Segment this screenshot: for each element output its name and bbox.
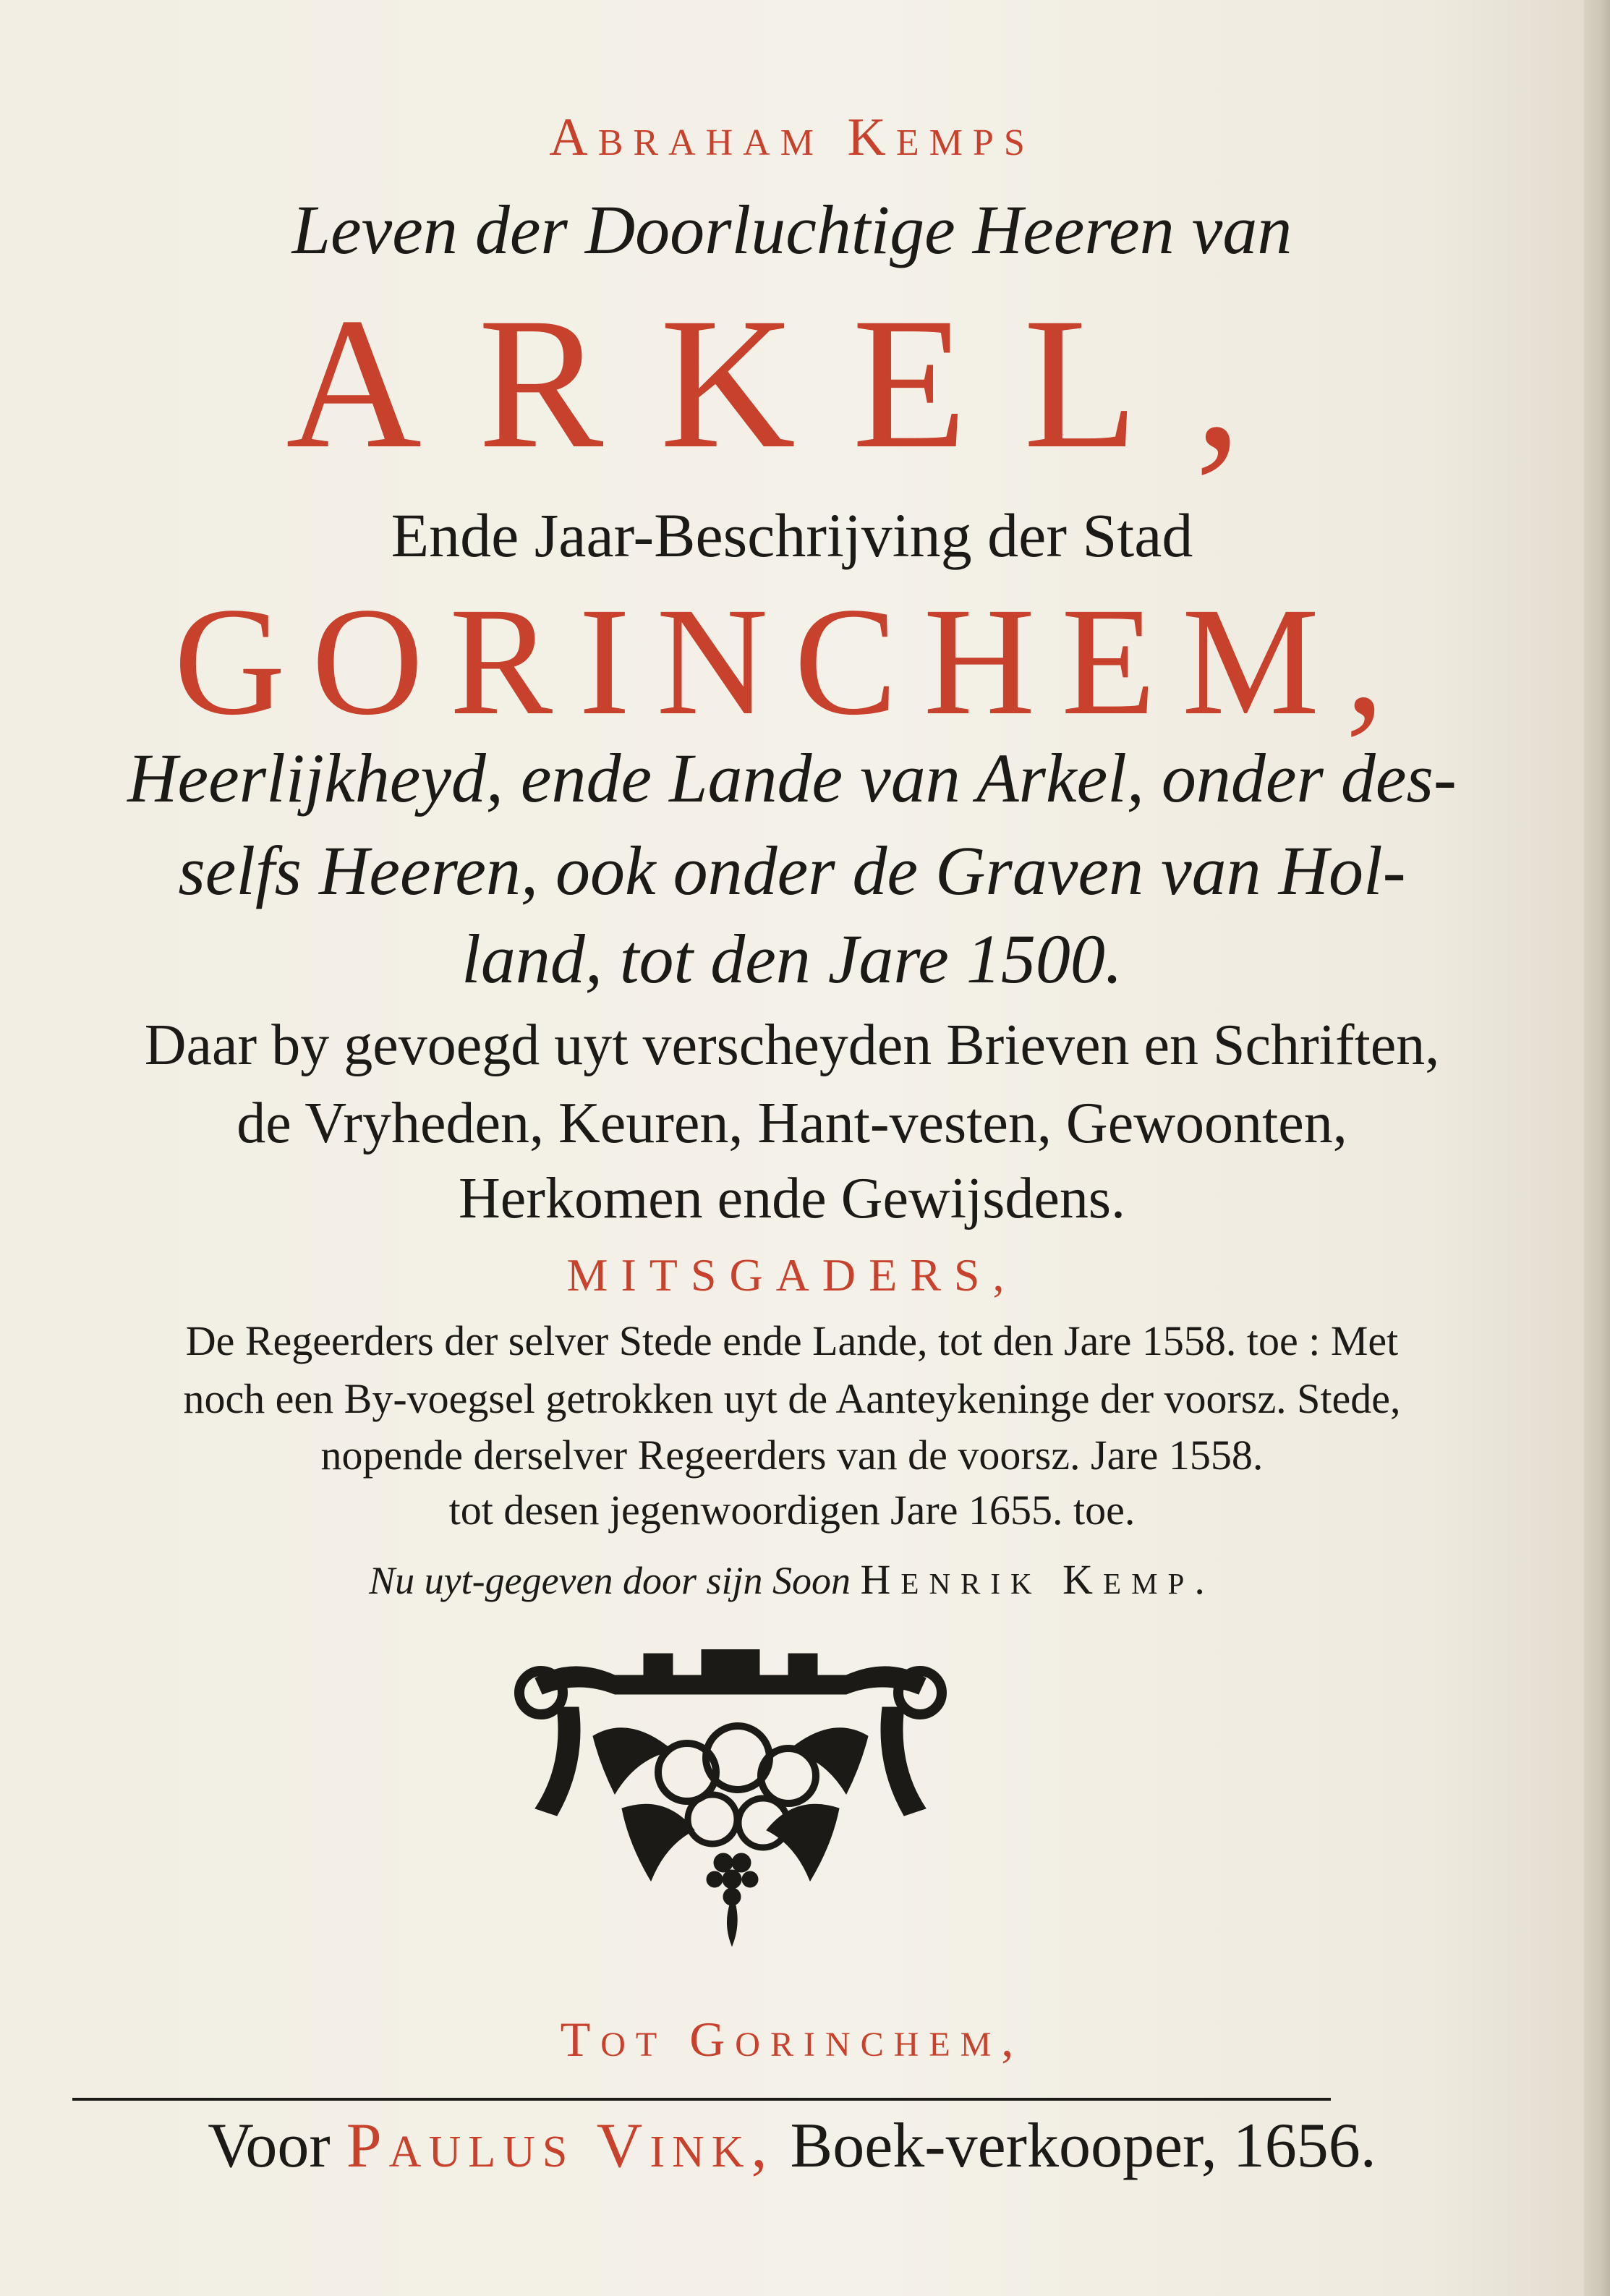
description-line-1: Heerlijkheyd, ende Lande van Arkel, onder des- [127, 739, 1457, 817]
description-line-3: land, tot den Jare 1500. [461, 920, 1123, 998]
imprint-line [0, 2109, 1584, 2182]
additions-line-2: de Vryheden, Keuren, Hant-vesten, Gewoonten, [237, 1092, 1347, 1155]
editor-name: Henrik Kemp. [860, 1556, 1215, 1603]
title-main-arkel: ARKEL, [286, 279, 1298, 488]
subtitle-main-gorinchem: GORINCHEM, [174, 576, 1410, 747]
printer-name: Paulus Vink, [346, 2111, 775, 2181]
page-edge [1584, 0, 1610, 2296]
additions-line-1: Daar by gevoegd uyt verscheyden Brieven en Schriften, [144, 1013, 1440, 1077]
title-line: Leven der Doorluchtige Heeren van [291, 191, 1292, 268]
imprint-prefix: Voor [208, 2111, 331, 2181]
regents-line-1: De Regeerders der selver Stede ende Lande, tot den Jare 1558. toe : Met [185, 1317, 1399, 1364]
regents-line-3: nopende derselver Regeerders van de voorsz. Jare 1558. [320, 1432, 1264, 1479]
imprint-suffix: Boek-verkooper, 1656. [790, 2111, 1376, 2181]
printers-ornament-icon [506, 1649, 955, 1953]
author-name: Abraham Kemps [549, 108, 1035, 167]
editor-line [0, 1555, 1584, 1604]
description-line-2: selfs Heeren, ook onder de Graven van Hol- [178, 832, 1406, 909]
subtitle-line: Ende Jaar-Beschrijving der Stad [391, 501, 1193, 570]
regents-line-2: noch een By-voegsel getrokken uyt de Aanteykeninge der voorsz. Stede, [183, 1375, 1401, 1422]
imprint-rule [72, 2098, 1331, 2101]
place-of-publication: Tot Gorinchem, [560, 2012, 1024, 2067]
additions-line-3: Herkomen ende Gewijsdens. [459, 1167, 1125, 1230]
editor-prefix: Nu uyt-gegeven door sijn Soon [369, 1559, 851, 1602]
regents-line-4: tot desen jegenwoordigen Jare 1655. toe. [448, 1487, 1136, 1534]
mitsgaders-heading: MITSGADERS, [566, 1249, 1018, 1301]
